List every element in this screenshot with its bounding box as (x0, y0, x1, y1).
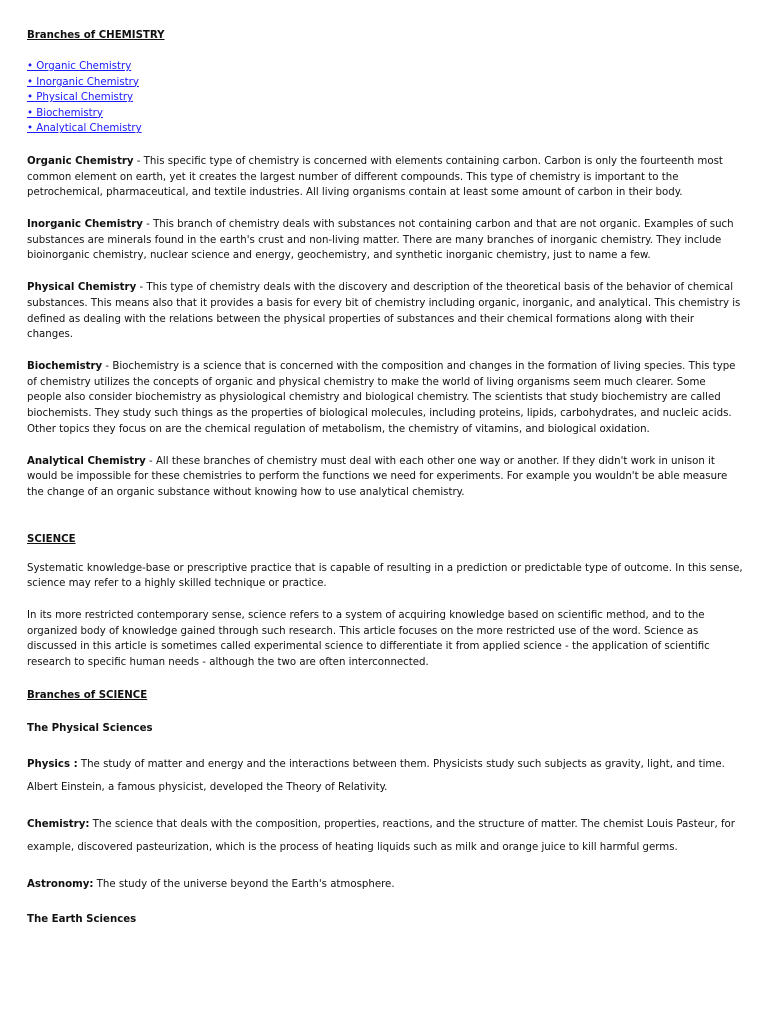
earth-sciences-heading: The Earth Sciences (27, 913, 137, 925)
physical-sciences-heading: The Physical Sciences (27, 722, 153, 734)
science-heading: SCIENCE (27, 533, 76, 545)
chemistry-paragraph (27, 813, 743, 859)
chemistry-branches-heading: Branches of CHEMISTRY (27, 30, 165, 41)
analytical-chemistry-paragraph (27, 454, 743, 501)
inorganic-chemistry-paragraph (27, 217, 743, 264)
organic-chemistry-term: Organic Chemistry (27, 155, 134, 167)
science-contemporary-paragraph: In its more restricted contemporary sense, science refers to a system of acquiring knowledge based on scientific method, and to the organized body of knowledge gained through such research. This article focuses on the more restricted use of the word. Science as discussed in this article is sometimes called experimental science to differentiate it from applied science - the application of scientific research to specific human needs - although the two are often interconnected. (27, 610, 710, 669)
astronomy-term: Astronomy: (27, 878, 94, 890)
analytical-chemistry-text: - All these branches of chemistry must deal with each other one way or another. If they didn't work in unison it would be impossible for these chemistries to perform the functions we need for experiments. For example you wouldn't be able measure the change of an organic substance without knowing how to use analytical chemistry. (27, 455, 728, 498)
physical-chemistry-paragraph (27, 280, 743, 343)
toc-link-organic[interactable]: • Organic Chemistry (27, 61, 132, 72)
analytical-chemistry-term: Analytical Chemistry (27, 455, 146, 467)
inorganic-chemistry-term: Inorganic Chemistry (27, 219, 143, 231)
toc-link-inorganic[interactable]: • Inorganic Chemistry (27, 76, 139, 88)
chemistry-term: Chemistry: (27, 818, 90, 830)
science-definition-paragraph: Systematic knowledge-base or prescriptive practice that is capable of resulting in a prediction or predictable type of outcome. In this sense, science may refer to a highly skilled technique or practice. (27, 562, 743, 590)
biochemistry-text: - Biochemistry is a science that is concerned with the composition and changes in the formation of living species. This type of chemistry utilizes the concepts of organic and physical chemistry to make the world of living organisms seem much clearer. Some people also consider biochemistry as physiological chemistry and biological chemistry. The scientists that study biochemistry are called biochemists. They study such things as the properties of biological molecules, including proteins, lipids, carbohydrates, and nucleic acids. Other topics they focus on are the chemical regulation of metabolism, the chemistry of vitamins, and biological oxidation. (27, 361, 736, 435)
toc-link-biochemistry[interactable]: • Biochemistry (27, 107, 103, 119)
toc-item (27, 106, 743, 122)
physics-term: Physics : (27, 758, 78, 770)
astronomy-paragraph (27, 873, 743, 896)
toc-item (27, 121, 743, 137)
science-branches-heading: Branches of SCIENCE (27, 689, 148, 701)
physical-chemistry-term: Physical Chemistry (27, 282, 137, 294)
toc-link-analytical[interactable]: • Analytical Chemistry (27, 123, 142, 135)
physics-text: The study of matter and energy and the interactions between them. Physicists study such subjects as gravity, light, and time. Albert Einstein, a famous physicist, developed the Theory of Relativity. (27, 758, 725, 793)
inorganic-chemistry-text: - This branch of chemistry deals with substances not containing carbon and that are not organic. Examples of such substances are minerals found in the earth's crust and non-living matter. There are many branches of inorganic chemistry. They include bioinorganic chemistry, nuclear science and energy, geochemistry, and synthetic inorganic chemistry, just to name a few. (27, 219, 734, 262)
physics-paragraph (27, 753, 743, 799)
biochemistry-term: Biochemistry (27, 361, 103, 372)
organic-chemistry-paragraph (27, 154, 743, 201)
biochemistry-paragraph (27, 359, 743, 438)
astronomy-text: The study of the universe beyond the Earth's atmosphere. (93, 878, 395, 890)
toc-item (27, 59, 743, 75)
toc-link-physical[interactable]: • Physical Chemistry (27, 92, 134, 104)
organic-chemistry-text: - This specific type of chemistry is concerned with elements containing carbon. Carbon is only the fourteenth most common element on earth, yet it creates the largest number of different compounds. This type of chemistry is important to the petrochemical, pharmaceutical, and textile industries. All living organisms contain at least some amount of carbon in their body. (27, 155, 723, 199)
chemistry-toc (27, 59, 743, 137)
toc-item (27, 90, 743, 106)
chemistry-text: The science that deals with the composition, properties, reactions, and the structure of matter. The chemist Louis Pasteur, for example, discovered pasteurization, which is the process of heating liquids such as milk and orange juice to kill harmful germs. (27, 818, 735, 853)
toc-item (27, 75, 743, 91)
physical-chemistry-text: - This type of chemistry deals with the discovery and description of the theoretical basis of the behavior of chemical substances. This means also that it provides a basis for every bit of chemistry including organic, inorganic, and analytical. This chemistry is defined as dealing with the relations between the physical properties of substances and their chemical formations along with their changes. (27, 282, 741, 341)
document-page (27, 28, 743, 927)
